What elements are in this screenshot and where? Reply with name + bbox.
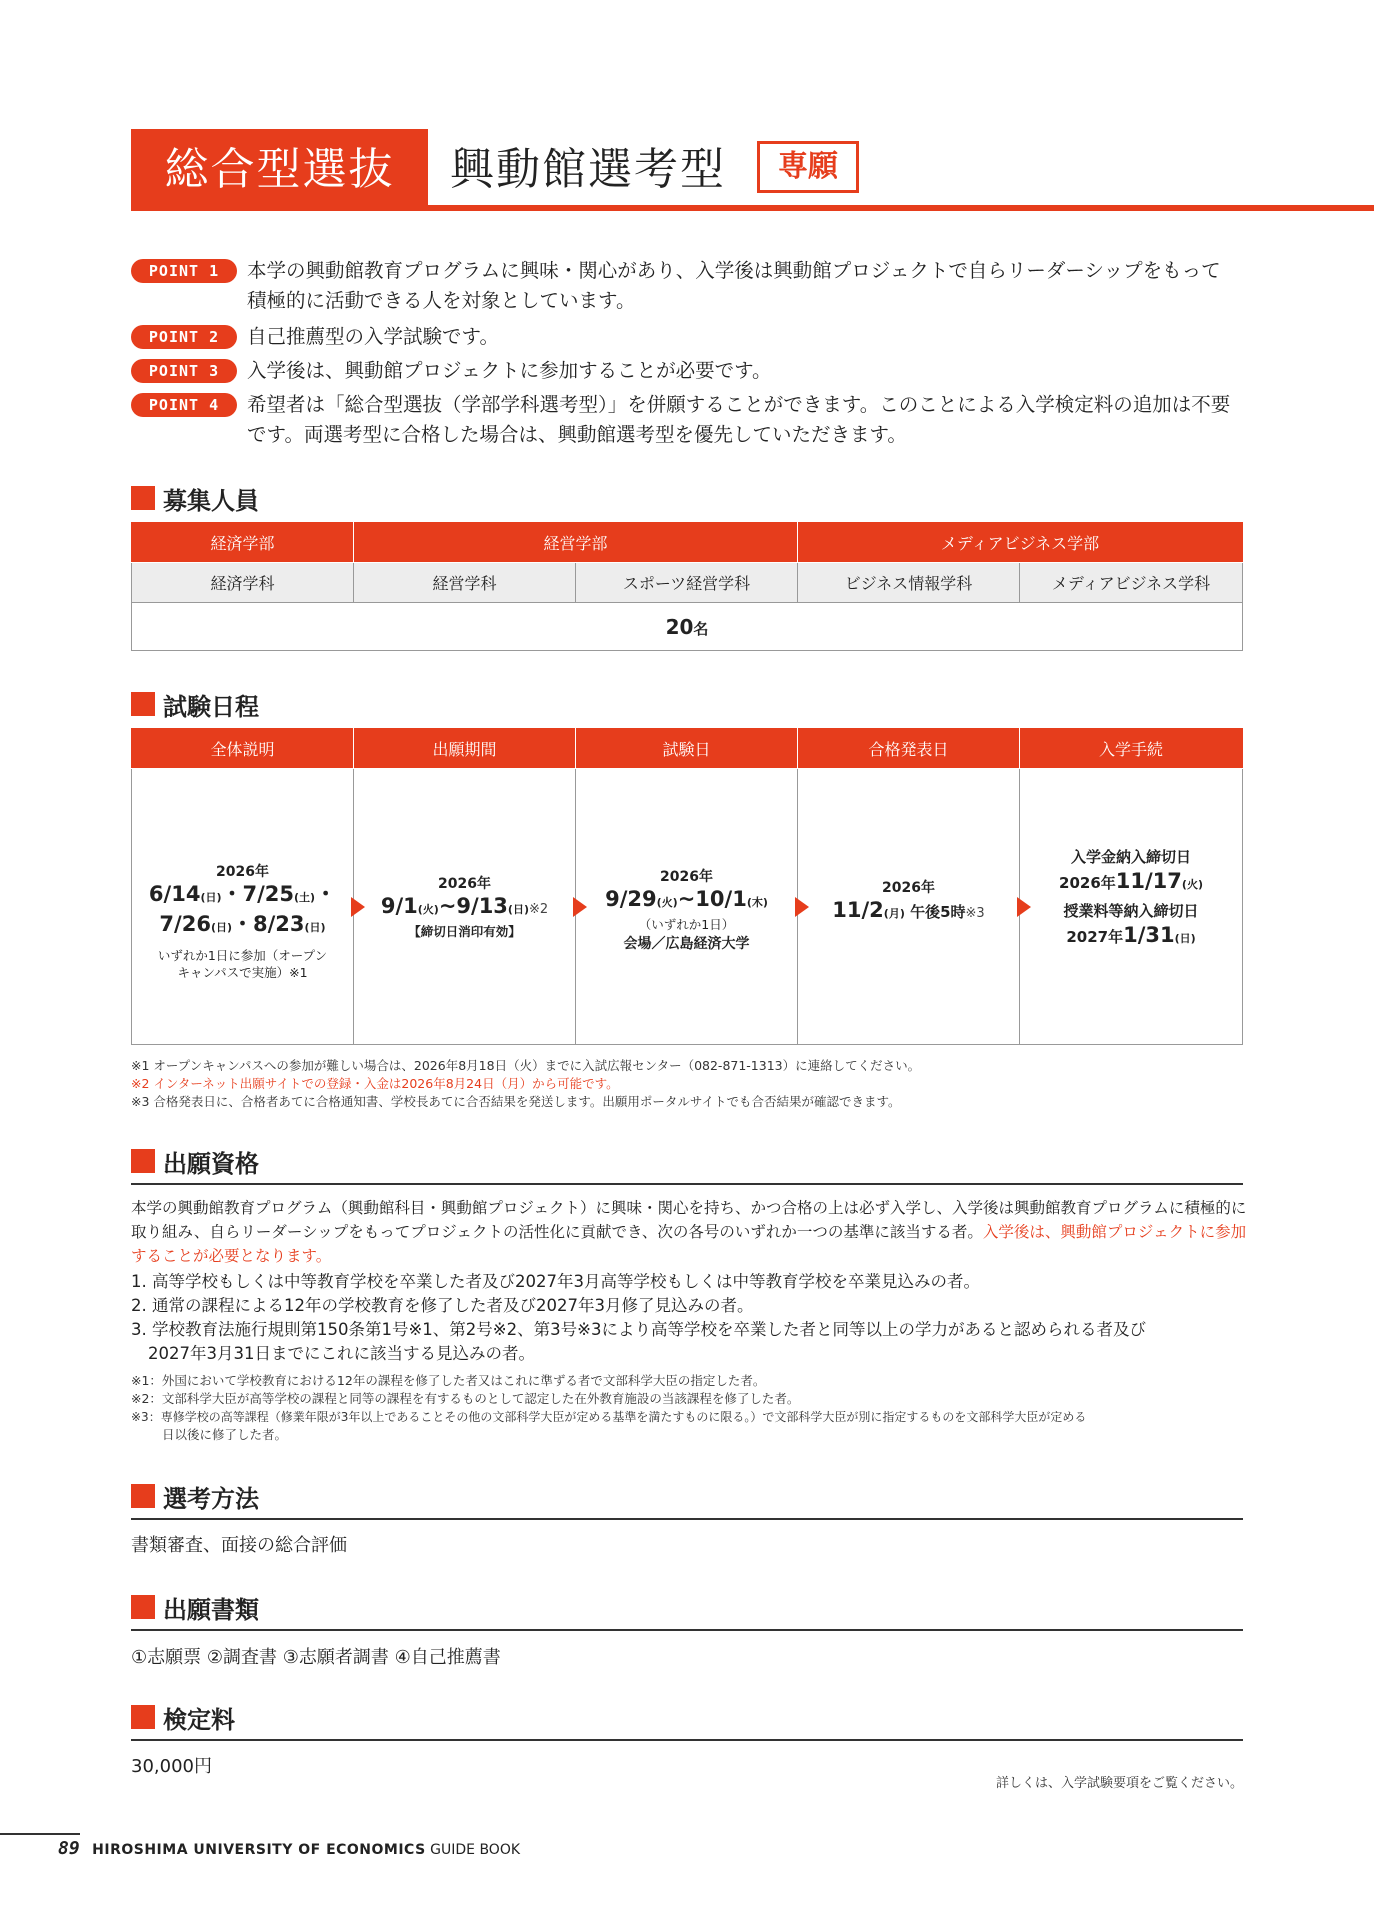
section-rule: [131, 1629, 1243, 1631]
weekday: (月): [883, 906, 905, 920]
qualification-line-2-text: 取り組み、自らリーダーシップをもってプロジェクトの活性化に貢献でき、次の各号のいずれか一つの基準に該当する者。: [131, 1223, 983, 1241]
title-rule: [131, 205, 1374, 211]
result-time: 午後5時: [904, 902, 966, 921]
qualification-heading-label: 出願資格: [163, 1150, 259, 1178]
weekday-label: 日: [1179, 931, 1191, 945]
schedule-footnote-2: ※2 インターネット出願サイトでの登録・入金は2026年8月24日（月）から可能です。: [131, 1076, 619, 1091]
arrow-right-icon: [795, 897, 809, 917]
documents-heading-label: 出願書類: [163, 1596, 259, 1624]
fee-heading-label: 検定料: [163, 1706, 235, 1734]
overview-note-1: いずれか1日に参加（オープン: [157, 947, 328, 963]
recruit-table: [131, 522, 1243, 651]
weekday: (火): [656, 896, 678, 909]
date-text: ~10/1: [677, 887, 747, 911]
result-cell: [798, 769, 1020, 1045]
overview-year: 2026年: [216, 863, 269, 880]
weekday: (木): [746, 896, 768, 909]
col-result-date: 合格発表日: [798, 729, 1020, 769]
overview-note-2: キャンパスで実施）※1: [177, 964, 308, 980]
col-application-period: 出願期間: [354, 729, 576, 769]
weekday-label: 月: [888, 906, 900, 920]
weekday-label: 火: [422, 903, 434, 916]
qualification-item-3: 3. 学校教育法施行規則第150条第1号※1、第2号※2、第3号※3により高等学校を卒業した者と同等以上の学力があると認められる者及び: [131, 1320, 1146, 1339]
heading-mark: [131, 692, 155, 716]
weekday: (火): [417, 903, 439, 916]
date-text: ・8/23: [232, 911, 305, 936]
qualification-line-1: 本学の興動館教育プログラム（興動館科目・興動館プロジェクト）に興味・関心を持ち、かつ合格の上は必ず入学し、入学後は興動館教育プログラムに積極的に: [131, 1199, 1247, 1217]
exam-venue: 会場／広島経済大学: [623, 936, 750, 952]
qualification-note-1: ※1：外国において学校教育における12年の課程を修了した者又はこれに準ずる者で文部科学大臣の指定した者。: [131, 1373, 766, 1388]
qualification-note-3: ※3：専修学校の高等課程（修業年限が3年以上であることその他の文部科学大臣が定める基準を満たすものに限る。）で文部科学大臣が別に指定するものを文部科学大臣が定める: [131, 1410, 1087, 1424]
capacity-number: 20: [665, 614, 694, 639]
overview-dates-2: [132, 911, 353, 941]
col-overview: 全体説明: [132, 729, 354, 769]
weekday: (日): [210, 920, 232, 934]
point-4-line-1: 希望者は「総合型選抜（学部学科選考型）」を併願することができます。このことによる入学検定料の追加は不要: [247, 393, 1231, 416]
point-1-line-1: 本学の興動館教育プログラムに興味・関心があり、入学後は興動館プロジェクトで自らリーダーシップをもって: [247, 259, 1221, 282]
result-year: 2026年: [882, 879, 935, 896]
footer-rule: [0, 1833, 80, 1835]
overview-cell: [132, 769, 354, 1045]
section-rule: [131, 1518, 1243, 1520]
weekday: (日): [1174, 931, 1196, 945]
application-year: 2026年: [438, 876, 491, 892]
date-text: 11/2: [832, 897, 884, 922]
footer: [58, 1838, 520, 1859]
dept-management: 経営学科: [354, 563, 576, 603]
separator: ・: [315, 881, 337, 906]
date-text: 11/17: [1115, 868, 1182, 893]
exam-note: （いずれか1日）: [638, 917, 735, 932]
faculty-management: 経営学部: [354, 523, 798, 563]
point-1-line-2: 積極的に活動できる人を対象としています。: [247, 289, 636, 312]
point-2-text: 自己推薦型の入学試験です。: [247, 325, 499, 348]
enrollment-cell: [1020, 769, 1243, 1045]
point-4-pill: POINT 4: [131, 393, 237, 417]
arrow-right-icon: [573, 897, 587, 917]
point-1-text: [247, 256, 1374, 316]
year-text: 2026年: [1059, 873, 1116, 892]
date-text: 6/14: [148, 881, 201, 906]
weekday-label: 火: [1186, 877, 1198, 891]
capacity-unit: 名: [693, 619, 709, 638]
footer-university: HIROSHIMA UNIVERSITY OF ECONOMICS: [92, 1842, 426, 1858]
detail-note: 詳しくは、入学試験要項をご覧ください。: [995, 1776, 1243, 1791]
qualification-item-2: 2. 通常の課程による12年の学校教育を修了した者及び2027年3月修了見込みの者。: [131, 1296, 754, 1315]
footer-guide: GUIDE BOOK: [430, 1842, 521, 1858]
point-3-text: 入学後は、興動館プロジェクトに参加することが必要です。: [247, 359, 772, 382]
heading-mark: [131, 1149, 155, 1173]
fee-text: 30,000円: [131, 1756, 212, 1777]
schedule-table: [131, 728, 1243, 1045]
faculty-economics: 経済学部: [132, 523, 354, 563]
heading-mark: [131, 1595, 155, 1619]
qualification-note-3-cont: 日以後に修了した者。: [162, 1427, 288, 1442]
dept-business-info: ビジネス情報学科: [798, 563, 1020, 603]
col-enrollment: 入学手続: [1020, 729, 1243, 769]
date-text: 7/26: [159, 911, 211, 936]
application-cell: [354, 769, 576, 1045]
schedule-footnote-1: ※1 オープンキャンパスへの参加が難しい場合は、2026年8月18日（火）までに入試広報センター（082-871-1313）に連絡してください。: [131, 1058, 921, 1073]
schedule-heading-label: 試験日程: [163, 693, 259, 721]
point-2-pill: POINT 2: [131, 325, 237, 349]
recruit-heading-label: 募集人員: [163, 487, 259, 515]
qualification-note-2: ※2：文部科学大臣が高等学校の課程と同等の課程を有するものとして認定した在外教育施設の当該課程を修了した者。: [131, 1391, 800, 1406]
admission-fee-deadline-label: 入学金納入締切日: [1070, 847, 1191, 866]
date-text: ~9/13: [438, 894, 508, 918]
result-date: [798, 897, 1019, 927]
capacity-cell: [132, 603, 1243, 651]
schedule-footnote-3: ※3 合格発表日に、合格者あてに合格通知書、学校長あてに合否結果を発送します。出願用ポータルサイトでも合否結果が確認できます。: [131, 1094, 901, 1109]
section-rule: [131, 1183, 1243, 1185]
exam-dates: [576, 886, 797, 916]
date-text: 9/29: [605, 887, 657, 911]
heading-mark: [131, 486, 155, 510]
documents-text: ①志願票 ②調査書 ③志願者調書 ④自己推薦書: [131, 1647, 501, 1668]
year-text: 2027年: [1066, 927, 1124, 946]
faculty-media-business: メディアビジネス学部: [798, 523, 1243, 563]
application-dates: [354, 893, 575, 923]
overview-dates-1: [132, 881, 353, 911]
qualification-line-2: [131, 1220, 1247, 1244]
qualification-paragraph: [131, 1196, 1247, 1268]
point-4-text: [247, 390, 1374, 450]
footnote-ref: ※2: [528, 902, 549, 917]
heading-mark: [131, 1705, 155, 1729]
weekday-label: 日: [512, 903, 524, 916]
dept-media-business: メディアビジネス学科: [1020, 563, 1243, 603]
weekday: (日): [200, 890, 222, 904]
admission-fee-deadline: [1020, 868, 1242, 894]
point-1-pill: POINT 1: [131, 259, 237, 283]
title-badge: 専願: [757, 141, 859, 193]
point-3-pill: POINT 3: [131, 359, 237, 383]
weekday: (土): [294, 890, 316, 904]
tuition-deadline-label: 授業料等納入締切日: [1063, 901, 1199, 920]
weekday: (日): [507, 903, 529, 916]
page-title: 総合型選抜: [164, 144, 395, 195]
tuition-deadline: [1020, 922, 1242, 948]
col-exam-date: 試験日: [576, 729, 798, 769]
arrow-right-icon: [1017, 897, 1031, 917]
method-heading-label: 選考方法: [163, 1485, 259, 1513]
weekday: (日): [304, 920, 326, 934]
weekday-label: 日: [205, 890, 217, 904]
qualification-line-2-highlight: 入学後は、興動館プロジェクトに参加: [982, 1223, 1247, 1241]
exam-cell: [576, 769, 798, 1045]
weekday-label: 木: [751, 896, 763, 909]
date-text: ・7/25: [221, 881, 295, 906]
weekday-label: 日: [309, 920, 321, 934]
date-text: 1/31: [1123, 922, 1175, 947]
weekday-label: 火: [661, 896, 673, 909]
date-text: 9/1: [380, 894, 418, 918]
page-subtitle: 興動館選考型: [450, 144, 726, 195]
qualification-item-1: 1. 高等学校もしくは中等教育学校を卒業した者及び2027年3月高等学校もしくは中等教育学校を卒業見込みの者。: [131, 1272, 980, 1291]
arrow-right-icon: [351, 897, 365, 917]
weekday-label: 土: [299, 890, 311, 904]
dept-sports-management: スポーツ経営学科: [576, 563, 798, 603]
qualification-line-3: することが必要となります。: [131, 1247, 332, 1265]
page-number: 89: [58, 1838, 80, 1859]
method-text: 書類審査、面接の総合評価: [131, 1535, 347, 1556]
footnote-ref: ※3: [965, 905, 985, 921]
dept-economics: 経済学科: [132, 563, 354, 603]
weekday: (火): [1181, 877, 1203, 891]
point-4-line-2: です。両選考型に合格した場合は、興動館選考型を優先していただきます。: [247, 423, 907, 446]
exam-year: 2026年: [660, 869, 713, 885]
heading-mark: [131, 1484, 155, 1508]
section-rule: [131, 1739, 1243, 1741]
weekday-label: 日: [215, 920, 227, 934]
qualification-item-3-cont: 2027年3月31日までにこれに該当する見込みの者。: [148, 1344, 535, 1363]
application-note: 【締切日消印有効】: [408, 924, 521, 939]
